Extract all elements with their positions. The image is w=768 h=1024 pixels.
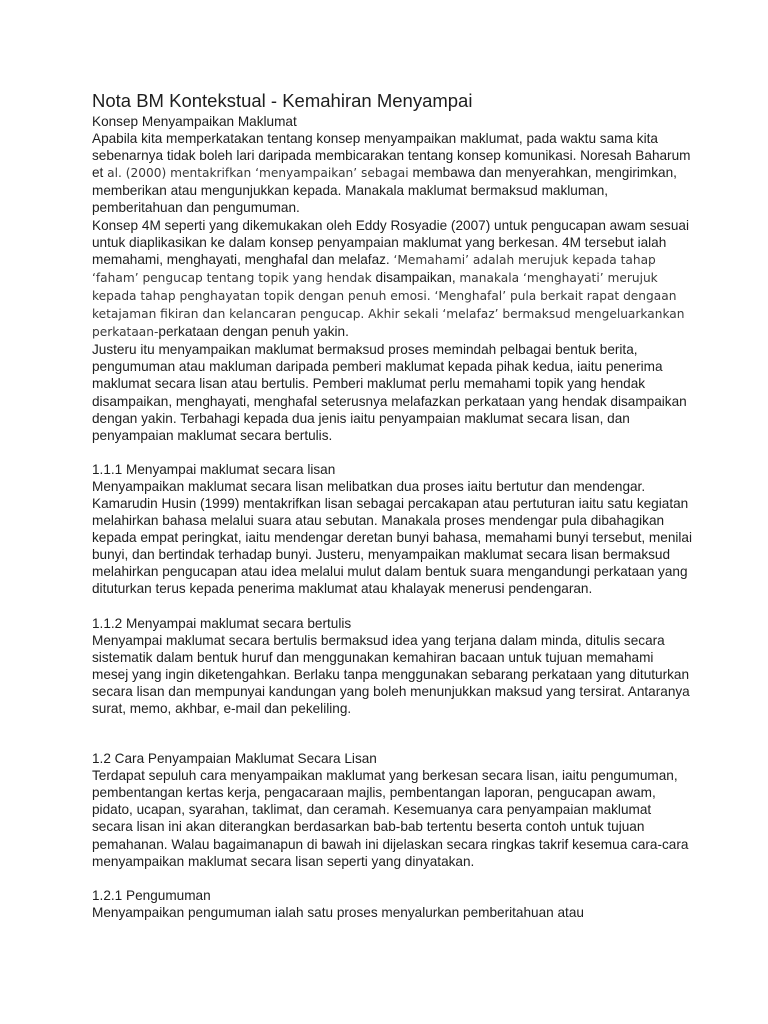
intro-paragraph-1 [92, 130, 692, 216]
intro-p2-text-c: disampaikan, [375, 269, 460, 285]
document-subtitle: Konsep Menyampaikan Maklumat [92, 114, 297, 129]
section-body-cara-penyampaian: Terdapat sepuluh cara menyampaikan maklumat yang berkesan secara lisan, iaitu pengumuman, pembentangan kertas kerja, pengacaraan majlis, pembentangan laporan, pengucapan awam, pidato, ucapan, syarahan, taklimat, dan ceramah. Kesemuanya cara penyampaian maklumat secara lisan ini akan diterangkan berdasarkan bab-bab tertentu beserta contoh untuk tujuan pemahanan. Walau bagaimanapun di bawah ini dijelaskan secara ringkas takrif kesemua cara-cara menyampaikan maklumat secara lisan seperti yang dinyatakan. [92, 768, 689, 869]
spacer [92, 598, 692, 615]
intro-p2-text-d: manakala ‘menghayati’ merujuk kepada tahap penghayatan topik dengan penuh emosi. ‘Menghafal’ pula berkait rapat dengaan ketajaman fikiran dan kelancaran pengucap. Akhir sekali ‘melafaz’ bermaksud mengeluarkankan perkataan- [92, 270, 685, 340]
section-heading-cara-penyampaian: 1.2 Cara Penyampaian Maklumat Secara Lisan [92, 751, 377, 767]
section-heading-pengumuman: 1.2.1 Pengumuman [92, 887, 211, 903]
section-heading-bertulis: 1.1.2 Menyampai maklumat secara bertulis [92, 615, 352, 631]
section-body-bertulis: Menyampai maklumat secara bertulis bermaksud idea yang terjana dalam minda, ditulis secara sistematik dalam bentuk huruf dan menggunakan kemahiran bacaan untuk tujuan memahami mesej yang ingin diketengahkan. Berlaku tanpa menggunakan sebarang perkataan yang dituturkan secara lisan dan mempunyai kandungan yang boleh menunjukkan maksud yang tersirat. Antaranya surat, memo, akhbar, e-mail dan pekeliling. [92, 632, 690, 716]
section-heading-lisan: 1.1.1 Menyampai maklumat secara lisan [92, 461, 336, 477]
intro-p1-text-a: Apabila kita memperkatakan tentang konsep menyampaikan maklumat, pada waktu sama kita sebenarnya tidak boleh lari daripada membicarakan tentang konsep komunikasi. Noresah Baharum et [92, 131, 691, 181]
intro-p2-text-e: perkataan dengan penuh yakin. [158, 324, 349, 340]
section-body-pengumuman: Menyampaikan pengumuman ialah satu proses menyalurkan pemberitahuan atau [92, 904, 584, 920]
intro-p1-text-c: membawa dan menyerahkan, mengirimkan, memberikan atau mengunjukkan kepada. Manakala maklumat bermaksud makluman, pemberitahuan dan pengumuman. [92, 165, 677, 216]
spacer [92, 717, 692, 750]
spacer [92, 444, 692, 461]
section-body-lisan: Menyampaikan maklumat secara lisan melibatkan dua proses iaitu bertutur dan mendengar. Kamarudin Husin (1999) mentakrifkan lisan sebagai percakapan atau pertuturan iaitu satu kegiatan melahirkan bahasa melalui suara atau sebutan. Manakala proses mendengar pula dibahagikan kepada empat peringkat, iaitu mendengar deretan bunyi bahasa, memahami bunyi tersebut, menilai bunyi, dan bertindak terhadap bunyi. Justeru, menyampaikan maklumat secara lisan bermaksud melahirkan pengucapan atau idea melalui mulut dalam bentuk suara mengandungi perkataan yang dituturkan terus kepada penerima maklumat atau khalayak menerusi pendengaran. [92, 478, 692, 597]
intro-paragraph-2 [92, 217, 692, 342]
document-title: Nota BM Kontekstual - Kemahiran Menyampai [92, 90, 473, 111]
intro-p2-text-b: ‘Memahami’ adalah merujuk kepada tahap ‘faham’ pengucap tentang topik yang hendak [92, 252, 656, 285]
document-page [92, 90, 692, 921]
intro-p2-text-a: Konsep 4M seperti yang dikemukakan oleh Eddy Rosyadie (2007) untuk pengucapan awam sesuai untuk diaplikasikan ke dalam konsep penyampaian maklumat yang berkesan. 4M tersebut ialah memahami, menghayati, menghafal dan melafaz. [92, 217, 689, 267]
intro-paragraph-3: Justeru itu menyampaikan maklumat bermaksud proses memindah pelbagai bentuk berita, pengumuman atau makluman daripada pemberi maklumat kepada pihak kedua, iaitu penerima maklumat secara lisan atau bertulis. Pemberi maklumat perlu memahami topik yang hendak disampaikan, menghayati, menghafal seterusnya melafazkan perkataan yang hendak disampaikan dengan yakin. Terbahagi kepada dua jenis iaitu penyampaian maklumat secara lisan, dan penyampaian maklumat secara bertulis. [92, 342, 687, 443]
spacer [92, 870, 692, 887]
intro-p1-text-b: al. (2000) mentakrifkan ‘menyampaikan’ sebagai [107, 166, 409, 181]
